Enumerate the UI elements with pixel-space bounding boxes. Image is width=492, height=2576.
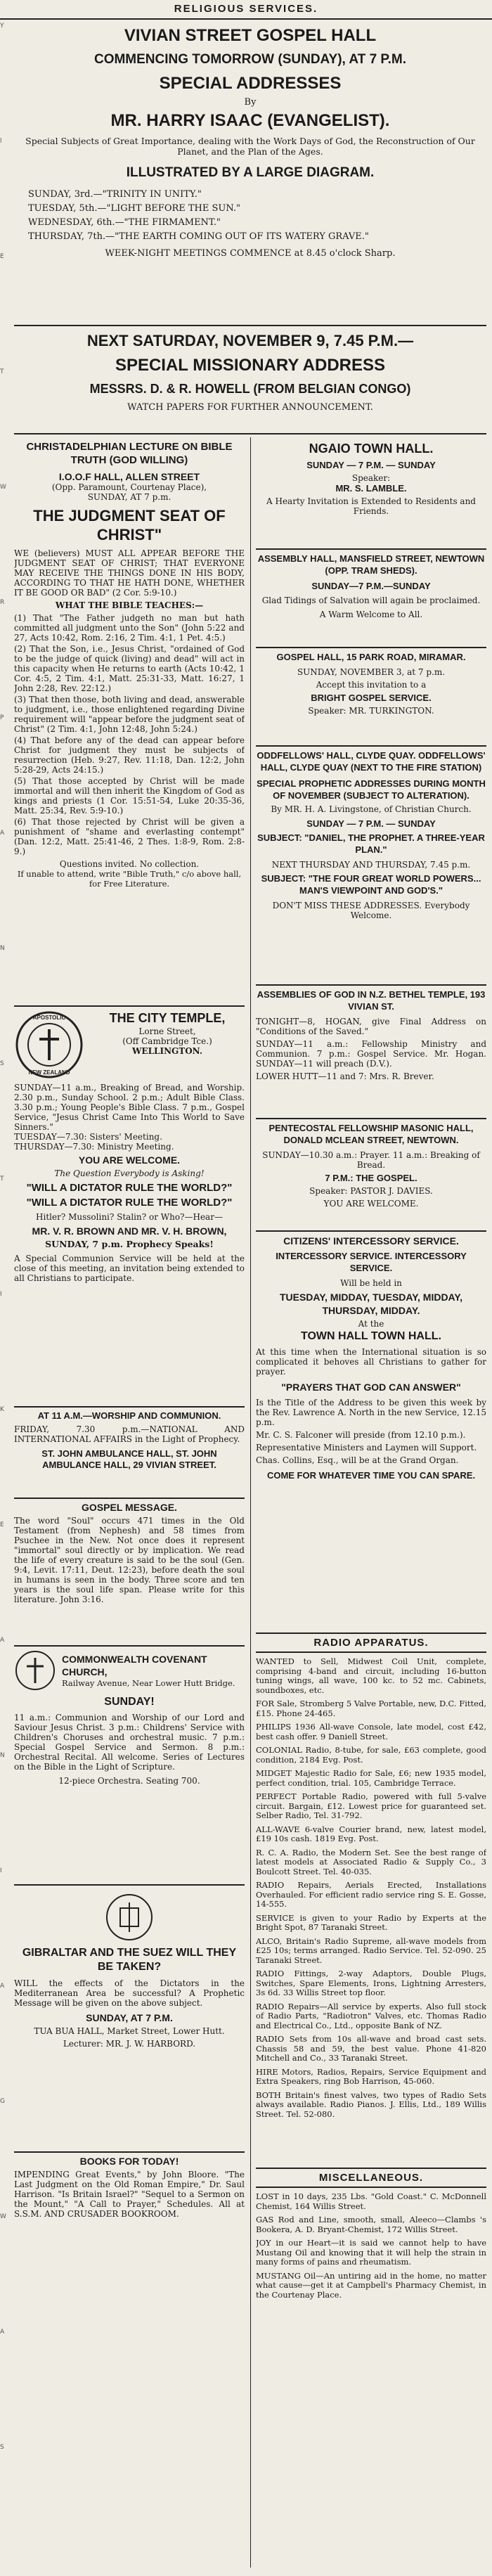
christadelphian-point: (2) That the Son, i.e., Jesus Christ, "ordained of God to be the judge of quick (living) and dead" will act in this capacity when He returns to earth (Acts 10:42, 1 Cor. 4:5, 2 Tim. 4:1, Matt. 25:31-33, Matt. 16:27, 1 John 2:28, Rev. 22:12.) <box>14 644 245 693</box>
citizens-address: Is the Title of the Address to be given this week by the Rev. Lawrence A. North in the new Service, 12.15 p.m. <box>256 1398 486 1427</box>
margin-letter: T <box>0 368 4 375</box>
city-temple-question: The Question Everybody is Asking! <box>54 1168 205 1178</box>
christadelphian-time: SUNDAY, AT 7 p.m. <box>87 492 171 502</box>
classified-ad: GAS Rod and Line, smooth, small, Aleeco—Clambs 's Bookera, A. D. Bryant-Chemist, 172 Willis Street. <box>256 2215 486 2234</box>
pentecostal-sunday: SUNDAY—10.30 a.m.: Prayer. 11 a.m.: Breaking of Bread. <box>262 1150 480 1170</box>
christadelphian-point: (5) That those accepted by Christ will be made immortal and will then inherit the Kingdom of God as kings and priests (1 Cor. 15:51-54, Luke 20:35-36, Matt. 25:34, Rev. 5:9-10.) <box>14 776 245 816</box>
vivian-weeknight: WEEK-NIGHT MEETINGS COMMENCE at 8.45 o'clock Sharp. <box>105 248 396 259</box>
vivian-street-ad <box>14 25 486 321</box>
miramar-sunday: SUNDAY, NOVEMBER 3, at 7 p.m. <box>297 667 446 677</box>
gospel-hall-miramar-ad <box>256 651 486 742</box>
margin-letter: A <box>0 1637 5 1644</box>
city-temple-street: Lorne Street, <box>138 1026 196 1036</box>
divider <box>256 1230 486 1232</box>
commonwealth-seal-icon <box>14 1649 56 1692</box>
st-john-friday: FRIDAY, 7.30 p.m.—NATIONAL AND INTERNATIONAL AFFAIRS in the Light of Prophecy. <box>14 1424 245 1444</box>
citizens-dates: TUESDAY, MIDDAY, TUESDAY, MIDDAY, <box>279 1292 463 1303</box>
books-body: IMPENDING Great Events," by John Bloore. "The Last Judgment on the Old Roman Empire," Dr. Saul Harrison. "Is Britain Israel?" "Sequel to a Sermon on the Mount," "A Call to Prayer," Schedules. All at S.S.M. AND CRUSADER BOOKROOM. <box>14 2170 245 2219</box>
vivian-commencing: COMMENCING TOMORROW (SUNDAY), AT 7 P.M. <box>93 52 407 67</box>
svg-text:NEW ZEALAND: NEW ZEALAND <box>28 1069 70 1076</box>
gibraltar-will: WILL the effects of the Dictators in the Mediterranean Area be successful? A Prophetic Message will be given on the above subject. <box>14 1978 245 2008</box>
city-temple-q2: "WILL A DICTATOR RULE THE WORLD?" <box>26 1197 233 1209</box>
apostolic-church-seal-icon <box>14 1010 84 1080</box>
christadelphian-point: (1) That "The Father judgeth no man but hath committed all judgment unto the Son" (John 5:22 and 27, Acts 10:42, Rom. 2:16, 2 Tim. 4:1, 1 Pet. 4:5.) <box>14 613 245 643</box>
city-temple-thursday: THURSDAY—7.30: Ministry Meeting. <box>14 1142 174 1152</box>
divider <box>14 1884 245 1886</box>
christadelphian-subject: THE JUDGMENT SEAT OF CHRIST" <box>33 507 226 543</box>
commonwealth-body: 11 a.m.: Communion and Worship of our Lord and Saviour Jesus Christ. 3 p.m.: Childrens' Service with Children's Choruses and orchestral music. 7 p.m.: Special Gospel Service and Sermon. 8 p.m.: Orchestral Recital. All welcome. Series of Lectures on the Bible in the Light of Scripture. <box>14 1713 245 1772</box>
vivian-day: THURSDAY, 7th.—"THE EARTH COMING OUT OF ITS WATERY GRAVE." <box>28 231 369 242</box>
miramar-speaker: Speaker: MR. TURKINGTON. <box>308 706 434 716</box>
city-temple-title: THE CITY TEMPLE, <box>109 1011 226 1025</box>
classified-ad: MUSTANG Oil—An untiring aid in the home, no matter what cause—get it at Campbell's Pharmacy Chemist, in the Courtenay Place. <box>256 2270 486 2300</box>
city-temple-prophecy: SUNDAY, 7 p.m. Prophecy Speaks! <box>45 1239 214 1249</box>
left-column <box>14 440 245 2570</box>
vivian-day: TUESDAY, 5th.—"LIGHT BEFORE THE SUN." <box>28 203 241 214</box>
divider <box>14 1645 245 1647</box>
margin-letter: l <box>0 138 2 145</box>
divider <box>256 548 486 550</box>
ngaio-ad <box>256 440 486 546</box>
ngaio-speaker-label: Speaker: <box>351 473 391 483</box>
gibraltar-sunday: SUNDAY, AT 7 P.M. <box>86 2012 173 2023</box>
margin-letter: R <box>0 599 5 606</box>
gospel-message-body: The word "Soul" occurs 471 times in the Old Testament (from Nephesh) and 58 times from Psuchee in the New. Not once does it represent "immortal" soul directly or by implication. We read the life of every creature is said to be the soul (Gen. 9:4, Levit. 17:11, Deut. 12:23), before death the soul in humans is seen in the body. Three score and ten years is the soul life span. Please write for this literature. John 3:16. <box>14 1516 245 1604</box>
assemblies-tonight: TONIGHT—8, HOGAN, give Final Address on "Conditions of the Saved." <box>256 1017 486 1036</box>
oddfellows-sunday: SUNDAY — 7 P.M. — SUNDAY <box>306 818 436 829</box>
city-temple-city: WELLINGTON. <box>131 1046 203 1056</box>
citizens-body: At this time when the International situation is so complicated it behoves all Christians to gather for prayer. <box>256 1347 486 1377</box>
pentecostal-gospel: 7 P.M.: THE GOSPEL. <box>325 1173 417 1183</box>
city-temple-communion: A Special Communion Service will be held at the close of this meeting, an invitation being extended to all Christians to participate. <box>14 1254 245 1283</box>
st-john-ad <box>14 1410 245 1495</box>
oddfellows-thursday: NEXT THURSDAY AND THURSDAY, 7.45 p.m. <box>271 860 471 870</box>
miramar-accept: Accept this invitation to a <box>316 680 427 690</box>
classified-ad: SERVICE is given to your Radio by Experts at the Bright Spot, 87 Taranaki Street. <box>256 1912 486 1932</box>
pentecostal-speaker: Speaker: PASTOR J. DAVIES. <box>309 1186 433 1196</box>
left-margin-fragments <box>0 21 10 2566</box>
gibraltar-ad <box>14 1888 245 2149</box>
city-temple-ad <box>14 1010 245 1403</box>
pentecostal-ad <box>256 1122 486 1228</box>
citizens-chair: Mr. C. S. Falconer will preside (from 12.10 p.m.). <box>256 1430 466 1440</box>
missionary-ad <box>14 330 486 429</box>
column-rule <box>250 437 251 2568</box>
oddfellows-subject: SUBJECT: "DANIEL, THE PROPHET. A THREE-YEAR PLAN." <box>257 832 485 855</box>
radio-classifieds <box>256 1657 486 2163</box>
ngaio-sunday: SUNDAY — 7 P.M. — SUNDAY <box>306 460 436 470</box>
christadelphian-title: CHRISTADELPHIAN LECTURE ON BIBLE TRUTH (GOD WILLING) <box>26 441 233 466</box>
classified-ad: ALCO, Britain's Radio Supreme, all-wave models from £25 10s; terms arranged. Radio Service. Tel. 52-090. 25 Taranaki Street. <box>256 1936 486 1965</box>
margin-letter: S <box>0 1060 4 1067</box>
classified-ad: PERFECT Portable Radio, powered with full 5-valve circuit. Bargain, £12. Lowest price for guaranteed set. Selber Radio, Tel. 31-792. <box>256 1791 486 1820</box>
gibraltar-title: GIBRALTAR AND THE SUEZ WILL THEY BE TAKEN? <box>22 1947 237 1973</box>
margin-letter: I <box>0 1867 2 1874</box>
citizens-ad <box>256 1235 486 1628</box>
gibraltar-hall: TUA BUA HALL, Market Street, Lower Hutt. <box>34 2026 225 2036</box>
oddfellows-subject2: SUBJECT: "THE FOUR GREAT WORLD POWERS... MAN'S VIEWPOINT AND GOD'S." <box>261 873 481 896</box>
classified-ad: RADIO Sets from 10s all-wave and broad cast sets. Chassis 58 and 59, the best value. Phone 41-820 Mitchell and Co., 33 Taranaki Street. <box>256 2034 486 2063</box>
missionary-watch: WATCH PAPERS FOR FURTHER ANNOUNCEMENT. <box>127 402 373 413</box>
classified-ad: RADIO Repairs, Aerials Erected, Installations Overhauled. For efficient radio service ring S. E. Gosse, 14-555. <box>256 1880 486 1909</box>
oddfellows-title: ODDFELLOWS' HALL, CLYDE QUAY. ODDFELLOWS' HALL, CLYDE QUAY (NEXT TO THE FIRE STATION) <box>257 750 486 773</box>
assemblies-sunday: SUNDAY—11 a.m.: Fellowship Ministry and Communion. 7 p.m.: Gospel Service. Mr. Hogan. SUNDAY—11 will preach (D.V.). <box>256 1039 486 1069</box>
margin-letter: K <box>0 1406 4 1413</box>
classified-ad: BOTH Britain's finest valves, two types of Radio Sets always available. Radio Pianos. J. Ellis, Ltd., 189 Willis Street. Tel. 52-080. <box>256 2089 486 2119</box>
st-john-times: AT 11 A.M.—WORSHIP AND COMMUNION. <box>37 1410 221 1421</box>
divider <box>14 2151 245 2153</box>
miramar-service: BRIGHT GOSPEL SERVICE. <box>311 693 432 703</box>
classified-ad: RADIO Fittings, 2-way Adaptors, Double Plugs, Switches, Spare Elements, Irons, Lightning Arresters, 3s 6d. 33 Willis Street top floor. <box>256 1969 486 1997</box>
classified-ad: R. C. A. Radio, the Modern Set. See the best range of latest models at Associated Radio & Supply Co., 3 Boulcott Street. Tel. 40-035. <box>256 1847 486 1876</box>
citizens-place: TOWN HALL TOWN HALL. <box>301 1330 441 1342</box>
assembly-hall-title: ASSEMBLY HALL, MANSFIELD STREET, NEWTOWN (OPP. TRAM SHEDS). <box>257 553 485 576</box>
christadelphian-ad <box>14 440 245 1003</box>
classified-ad: HIRE Motors, Radios, Repairs, Service Equipment and Extra Speakers, ring Bob Harrison, 45-060. <box>256 2066 486 2086</box>
christadelphian-point: (6) That those rejected by Christ will be given a punishment of "shame and everlasting contempt" (Dan. 12:2, Matt. 25:41-46, 2 Thes. 1:8-9, Rom. 2:8-9.) <box>14 817 245 856</box>
books-title: BOOKS FOR TODAY! <box>79 2156 179 2167</box>
divider <box>14 1498 245 1499</box>
vivian-subjects: Special Subjects of Great Importance, dealing with the Work Days of God, the Reconstruction of Our Planet, and the Plan of the Ages. <box>25 136 475 157</box>
citizens-title2: INTERCESSORY SERVICE. INTERCESSORY SERVICE. <box>276 1251 467 1273</box>
christadelphian-hall: I.O.O.F HALL, ALLEN STREET <box>58 471 200 482</box>
right-column <box>256 440 486 2570</box>
miramar-title: GOSPEL HALL, 15 PARK ROAD, MIRAMAR. <box>276 652 466 662</box>
citizens-organ: Chas. Collins, Esq., will be at the Grand Organ. <box>256 1455 459 1465</box>
christadelphian-intro: WE (believers) MUST ALL APPEAR BEFORE THE JUDGMENT SEAT OF CHRIST; THAT EVERYONE MAY RECEIVE THE THINGS DONE IN HIS BODY, ACCORDING TO THAT HE HATH DONE, WHETHER IT BE GOOD OR BAD" (2 Cor. 5:9-10.) <box>14 548 245 598</box>
assemblies-of-god-ad <box>256 988 486 1115</box>
missionary-speakers: MESSRS. D. & R. HOWELL (FROM BELGIAN CONGO) <box>89 382 411 396</box>
margin-letter: Y <box>0 22 4 30</box>
classified-ad: JOY in our Heart—it is said we cannot help to have Mustang Oil and knowing that it will help the strain in many forms of pains and rheumatism. <box>256 2238 486 2267</box>
city-temple-off: (Off Cambridge Tce.) <box>122 1036 212 1046</box>
assembly-hall-tidings: Glad Tidings of Salvation will again be proclaimed. <box>261 595 481 605</box>
divider <box>14 1005 245 1007</box>
city-temple-tuesday: TUESDAY—7.30: Sisters' Meeting. <box>14 1132 162 1142</box>
assembly-hall-welcome: A Warm Welcome to All. <box>319 610 423 619</box>
commonwealth-title: COMMONWEALTH COVENANT CHURCH, <box>62 1654 207 1677</box>
st-john-hall: ST. JOHN AMBULANCE HALL, ST. JOHN AMBULANCE HALL, 29 VIVIAN STREET. <box>41 1448 217 1470</box>
classified-ad: PHILIPS 1936 All-wave Console, late model, cost £42, best cash offer. 9 Daniell Street. <box>256 1722 486 1741</box>
margin-letter: A <box>0 1983 5 1990</box>
margin-letter: N <box>0 1752 5 1759</box>
vivian-day: SUNDAY, 3rd.—"TRINITY IN UNITY." <box>28 189 202 200</box>
ngaio-invite: A Hearty Invitation is Extended to Residents and Friends. <box>266 496 476 516</box>
margin-letter: T <box>0 1176 4 1183</box>
commonwealth-sunday: SUNDAY! <box>104 1696 155 1708</box>
margin-letter: I <box>0 1291 2 1298</box>
divider <box>14 325 486 326</box>
assemblies-title: ASSEMBLIES OF GOD IN N.Z. BETHEL TEMPLE, 193 VIVIAN ST. <box>257 989 486 1012</box>
commonwealth-ad <box>14 1649 245 1881</box>
christadelphian-point: (3) That then those, both living and dead, answerable to judgment, i.e., those enlightened regarding Divine requirement will "appear before the judgment seat of Christ" (2 Tim. 4:1, John 12:48, John 5:24.) <box>14 695 245 734</box>
classified-ad: COLONIAL Radio, 8-tube, for sale, £63 complete, good condition, 2184 Evg. Post. <box>256 1745 486 1765</box>
vivian-illustrated: ILLUSTRATED BY A LARGE DIAGRAM. <box>126 165 375 180</box>
citizens-prayers: "PRAYERS THAT GOD CAN ANSWER" <box>281 1382 461 1393</box>
christadelphian-opp: (Opp. Paramount, Courtenay Place), <box>51 482 207 492</box>
city-temple-q1: "WILL A DICTATOR RULE THE WORLD?" <box>26 1182 233 1194</box>
gospel-message-title: GOSPEL MESSAGE. <box>82 1502 177 1513</box>
oddfellows-days: DON'T MISS THESE ADDRESSES. Everybody Welcome. <box>272 901 470 920</box>
divider <box>256 745 486 747</box>
citizens-title: CITIZENS' INTERCESSORY SERVICE. <box>283 1235 459 1247</box>
margin-letter: E <box>0 1521 4 1528</box>
vivian-special: SPECIAL ADDRESSES <box>159 74 342 93</box>
classified-ad: LOST in 10 days, 235 Lbs. "Gold Coast." C. McDonnell Chemist, 164 Willis Street. <box>256 2192 486 2211</box>
misc-classifieds <box>256 2192 486 2319</box>
margin-letter: W <box>0 484 6 491</box>
oddfellows-special: SPECIAL PROPHETIC ADDRESSES DURING MONTH OF NOVEMBER (SUBJECT TO ALTERATION). <box>257 778 486 801</box>
commonwealth-orchestra: 12-piece Orchestra. Seating 700. <box>58 1776 200 1786</box>
new-covenant-assembly-seal-icon <box>105 1893 154 1942</box>
vivian-title: VIVIAN STREET GOSPEL HALL <box>124 26 377 45</box>
section-header: RELIGIOUS SERVICES. <box>0 0 492 20</box>
margin-letter: A <box>0 830 5 837</box>
christadelphian-questions: Questions invited. No collection. <box>59 859 200 869</box>
svg-text:APOSTOLIC: APOSTOLIC <box>32 1015 66 1021</box>
ngaio-speaker: MR. S. LAMBLE. <box>335 483 407 494</box>
oddfellows-ad <box>256 749 486 981</box>
citizens-thursday: THURSDAY, MIDDAY. <box>322 1305 420 1316</box>
city-temple-welcome: YOU ARE WELCOME. <box>78 1154 181 1166</box>
citizens-come: COME FOR WHATEVER TIME YOU CAN SPARE. <box>266 1470 476 1481</box>
margin-letter: N <box>0 945 5 952</box>
margin-letter: P <box>0 714 4 721</box>
vivian-days-list <box>28 188 472 244</box>
classified-ad: FOR Sale, Stromberg 5 Valve Portable, new, D.C. Fitted, £15. Phone 24-465. <box>256 1699 486 1718</box>
books-ad <box>14 2156 245 2261</box>
christadelphian-what: WHAT THE BIBLE TEACHES:— <box>55 600 204 610</box>
christadelphian-point: (4) That before any of the dead can appear before Christ for judgment they must be subjects of resurrection (Heb. 9:27, Rev. 11:18, Dan. 12:2, John 5:28-29, Acts 24:15.) <box>14 735 245 775</box>
citizens-support: Representative Ministers and Laymen will Support. <box>256 1443 477 1453</box>
divider <box>256 1118 486 1119</box>
margin-letter: A <box>0 2329 5 2336</box>
pentecostal-welcome: YOU ARE WELCOME. <box>323 1199 419 1209</box>
missionary-next: NEXT SATURDAY, NOVEMBER 9, 7.45 P.M.— <box>86 332 414 349</box>
citizens-will: Will be held in <box>340 1278 402 1288</box>
vivian-by: By <box>244 97 257 108</box>
oddfellows-by: By MR. H. A. Livingstone, of Christian Church. <box>271 804 472 814</box>
city-temple-q3: Hitler? Mussolini? Stalin? or Who?—Hear— <box>36 1212 223 1222</box>
divider <box>14 1406 245 1408</box>
margin-letter: S <box>0 2444 4 2451</box>
classified-ad: ALL-WAVE 6-valve Courier brand, new, latest model, £19 10s cash. 1819 Evg. Post. <box>256 1824 486 1843</box>
city-temple-pastors: MR. V. R. BROWN AND MR. V. H. BROWN, <box>32 1225 227 1237</box>
missionary-title: SPECIAL MISSIONARY ADDRESS <box>115 356 386 375</box>
commonwealth-address: Railway Avenue, Near Lower Hutt Bridge. <box>62 1678 235 1688</box>
gospel-message-ad <box>14 1502 245 1642</box>
citizens-at: At the <box>358 1319 384 1329</box>
classified-ad: MIDGET Majestic Radio for Sale, £6; new 1935 model, perfect condition, trial. 105, Cambridge Terrace. <box>256 1768 486 1788</box>
vivian-day: WEDNESDAY, 6th.—"THE FIRMAMENT." <box>28 217 221 228</box>
ngaio-title: NGAIO TOWN HALL. <box>309 442 434 456</box>
assembly-hall-sunday: SUNDAY—7 P.M.—SUNDAY <box>311 581 431 591</box>
misc-section-header: MISCELLANEOUS. <box>256 2168 486 2188</box>
assemblies-lower-hutt: LOWER HUTT—11 and 7: Mrs. R. Brever. <box>256 1071 434 1081</box>
vivian-speaker: MR. HARRY ISAAC (EVANGELIST). <box>110 111 390 130</box>
christadelphian-unable: If unable to attend, write "Bible Truth," c/o above hall, for Free Literature. <box>17 869 242 889</box>
classified-ad: WANTED to Sell, Midwest Coil Unit, complete, comprising 4-band and circuit, including 16-button tuning wings, all wave, 100 kc. to 52 mc. Cabinets, soundboxes, etc. <box>256 1657 486 1695</box>
divider <box>14 433 486 434</box>
assembly-hall-ad <box>256 553 486 644</box>
radio-section-header: RADIO APPARATUS. <box>256 1632 486 1653</box>
gibraltar-lecturer: Lecturer: MR. J. W. HARBORD. <box>63 2039 196 2049</box>
margin-letter: G <box>0 2098 5 2105</box>
divider <box>256 984 486 986</box>
margin-letter: W <box>0 2213 6 2220</box>
pentecostal-title: PENTECOSTAL FELLOWSHIP MASONIC HALL, DONALD MCLEAN STREET, NEWTOWN. <box>268 1123 474 1145</box>
divider <box>256 647 486 648</box>
classified-ad: RADIO Repairs—All service by experts. Also full stock of Radio Parts, "Radiotron" Valves, etc. Thomas Radio and Electrical Co., Ltd., opposite Bank of NZ. <box>256 2001 486 2030</box>
margin-letter: E <box>0 253 4 260</box>
city-temple-sunday: SUNDAY—11 a.m., Breaking of Bread, and Worship. 2.30 p.m., Sunday School. 2 p.m.; Adult Bible Class. 3.30 p.m.; Young People's Bible Class. 7 p.m., Gospel Service, "Jesus Christ Came Into This World to Save Sinners." <box>14 1083 245 1132</box>
